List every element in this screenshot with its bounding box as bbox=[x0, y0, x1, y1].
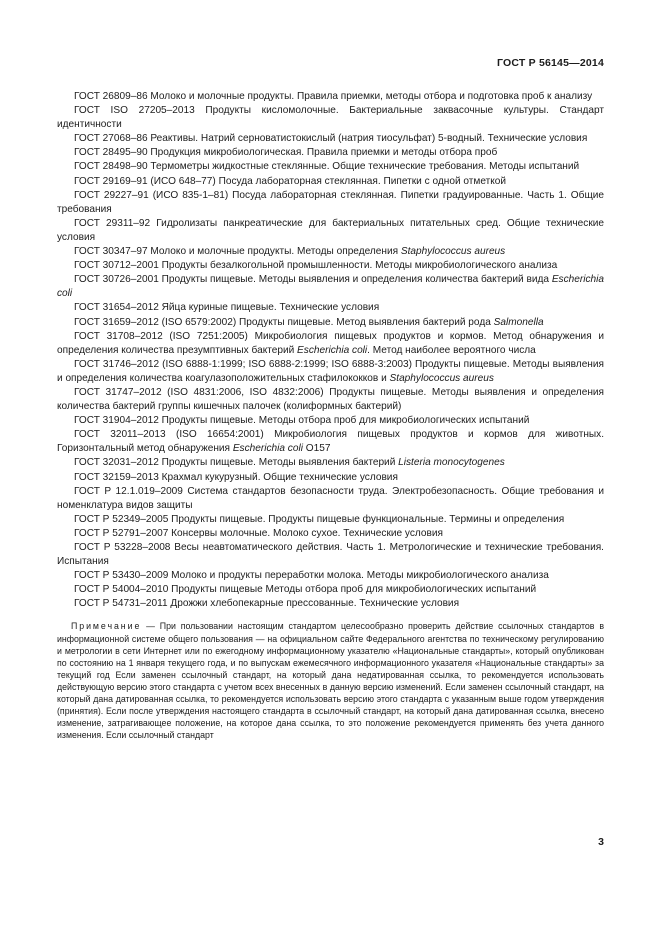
reference-item bbox=[57, 456, 604, 470]
reference-organism-name: Salmonella bbox=[493, 316, 544, 328]
reference-text: . Метод наиболее вероятного числа bbox=[367, 344, 536, 356]
reference-item bbox=[57, 245, 604, 259]
reference-text: ГОСТ 29169–91 (ИСО 648–77) Посуда лабораторная стеклянная. Пипетки с одной отметкой bbox=[74, 175, 507, 187]
reference-item bbox=[57, 471, 604, 485]
reference-text: ГОСТ 31746–2012 (ISO 6888-1:1999; ISO 6888-2:1999; ISO 6888-3:2003) Продукты пищевые. Методы выявления и определения количества коагулазоположительных стафилококков и bbox=[57, 358, 604, 384]
reference-text: ГОСТ 30347–97 Молоко и молочные продукты. Методы определения bbox=[74, 246, 401, 258]
reference-item bbox=[57, 597, 604, 611]
reference-organism-name: Escherichia coli bbox=[57, 274, 604, 300]
reference-organism-name: Listeria monocytogenes bbox=[398, 457, 505, 469]
reference-text: ГОСТ Р 52791–2007 Консервы молочные. Молоко сухое. Технические условия bbox=[74, 527, 443, 539]
reference-item bbox=[57, 330, 604, 358]
reference-item bbox=[57, 132, 604, 146]
reference-item bbox=[57, 175, 604, 189]
reference-item bbox=[57, 90, 604, 104]
reference-text: ГОСТ 32031–2012 Продукты пищевые. Методы выявления бактерий bbox=[74, 457, 399, 469]
reference-text: ГОСТ Р 54004–2010 Продукты пищевые Методы отбора проб для микробиологических испытаний bbox=[74, 584, 537, 596]
reference-text: ГОСТ 31747–2012 (ISO 4831:2006, ISO 4832:2006) Продукты пищевые. Методы выявления и определения количества бактерий группы кишечных палочек (колиформных бактерий) bbox=[57, 386, 604, 413]
reference-text: ГОСТ Р 12.1.019–2009 Система стандартов безопасности труда. Электробезопасность. Общие требования и номенклатура видов защиты bbox=[57, 485, 604, 511]
page-header bbox=[57, 57, 604, 69]
reference-item bbox=[57, 485, 604, 513]
references-list bbox=[57, 90, 604, 611]
reference-text: ГОСТ Р 53228–2008 Весы неавтоматического действия. Часть 1. Метрологические и технические требования. Испытания bbox=[57, 542, 604, 568]
reference-organism-name: Escherichia coli bbox=[297, 344, 368, 356]
reference-text: ГОСТ 32011–2013 (ISO 16654:2001) Микробиология пищевых продуктов и кормов для животных. Горизонтальный метод обнаружения bbox=[57, 429, 604, 455]
page-number: 3 bbox=[598, 836, 604, 848]
reference-item bbox=[57, 217, 604, 245]
reference-text: ГОСТ 30726–2001 Продукты пищевые. Методы выявления и определения количества бактерий вида bbox=[74, 274, 552, 286]
reference-text: ГОСТ 32159–2013 Крахмал кукурузный. Общие технические условия bbox=[74, 471, 398, 483]
reference-item bbox=[57, 569, 604, 583]
reference-text: ГОСТ 29311–92 Гидролизаты панкреатические для бактериальных питательных сред. Общие технические условия bbox=[57, 217, 604, 243]
reference-organism-name: Escherichia coli bbox=[232, 443, 303, 455]
reference-item bbox=[57, 146, 604, 160]
page-content bbox=[57, 57, 604, 741]
reference-item bbox=[57, 301, 604, 315]
reference-item bbox=[57, 104, 604, 132]
reference-text: ГОСТ 31654–2012 Яйца куриные пищевые. Технические условия bbox=[74, 302, 380, 314]
reference-text: ГОСТ 31659–2012 (ISO 6579:2002) Продукты пищевые. Метод выявления бактерий рода bbox=[74, 316, 494, 328]
reference-item bbox=[57, 527, 604, 541]
document-code: ГОСТ Р 56145—2014 bbox=[496, 57, 604, 69]
reference-text: ГОСТ Р 53430–2009 Молоко и продукты переработки молока. Методы микробиологического анализа bbox=[74, 570, 549, 582]
reference-text: ГОСТ ISO 27205–2013 Продукты кисломолочные. Бактериальные заквасочные культуры. Стандарт идентичности bbox=[57, 105, 604, 131]
reference-text: ГОСТ 28495–90 Продукция микробиологическая. Правила приемки и методы отбора проб bbox=[74, 147, 498, 159]
reference-text: ГОСТ 30712–2001 Продукты безалкогольной промышленности. Методы микробиологического анализа bbox=[74, 260, 558, 272]
reference-item bbox=[57, 259, 604, 273]
reference-text: ГОСТ 27068–86 Реактивы. Натрий серноватистокислый (натрия тиосульфат) 5-водный. Технические условия bbox=[74, 133, 588, 145]
reference-text: ГОСТ 29227–91 (ИСО 835-1–81) Посуда лабораторная стеклянная. Пипетки градуированные. Часть 1. Общие требования bbox=[57, 189, 604, 215]
reference-text: ГОСТ Р 52349–2005 Продукты пищевые. Продукты пищевые функциональные. Термины и определения bbox=[74, 513, 565, 525]
reference-organism-name: Staphylococcus aureus bbox=[389, 372, 494, 384]
reference-item bbox=[57, 541, 604, 569]
reference-item bbox=[57, 358, 604, 386]
reference-item bbox=[57, 414, 604, 428]
reference-text: ГОСТ Р 54731–2011 Дрожжи хлебопекарные прессованные. Технические условия bbox=[74, 598, 460, 610]
reference-text: О157 bbox=[302, 443, 331, 455]
reference-item bbox=[57, 428, 604, 456]
reference-item bbox=[57, 189, 604, 217]
reference-text: ГОСТ 28498–90 Термометры жидкостные стеклянные. Общие технические требования. Методы испытаний bbox=[74, 161, 580, 173]
reference-text: ГОСТ 31904–2012 Продукты пищевые. Методы отбора проб для микробиологических испытаний bbox=[74, 415, 530, 427]
reference-item bbox=[57, 583, 604, 597]
reference-text: ГОСТ 31708–2012 (ISO 7251:2005) Микробиология пищевых продуктов и кормов. Метод обнаружения и определения количества презумптивных бактерий bbox=[57, 330, 604, 356]
reference-item bbox=[57, 316, 604, 330]
reference-item bbox=[57, 513, 604, 527]
reference-text: ГОСТ 26809–86 Молоко и молочные продукты. Правила приемки, методы отбора и подготовка проб к анализу bbox=[74, 91, 593, 102]
note-paragraph bbox=[57, 620, 604, 741]
reference-item bbox=[57, 386, 604, 414]
reference-item bbox=[57, 160, 604, 174]
reference-item bbox=[57, 273, 604, 301]
note-text: — При пользовании настоящим стандартом целесообразно проверить действие ссылочных стандартов в информационной системе общего пользования — на официальном сайте Федерального агентства по техническому регулированию и метрологии в сети Интернет или по ежегодному информационному указателю «Национальные стандарты», который опубликован по состоянию на 1 января текущего года, и по выпускам ежемесячного информационного указателя «Национальные стандарты» за текущий год Если заменен ссылочный стандарт, на который дана недатированная ссылка, то рекомендуется использовать действующую версию этого стандарта с учетом всех внесенных в данную версию изменений. Если заменен ссылочный стандарт, на который дана датированная ссылка, то рекомендуется использовать версию этого стандарта с указанным выше годом утверждения (принятия). Если после утверждения настоящего стандарта в ссылочный стандарт, на который дана датированная ссылка, внесено изменение, затрагивающее положение, на которое дана ссылка, то это положение рекомендуется применять без учета данного изменения. Если ссылочный стандарт bbox=[57, 621, 604, 741]
note-label: Примечание bbox=[71, 621, 142, 632]
reference-organism-name: Staphylococcus aureus bbox=[400, 246, 506, 258]
